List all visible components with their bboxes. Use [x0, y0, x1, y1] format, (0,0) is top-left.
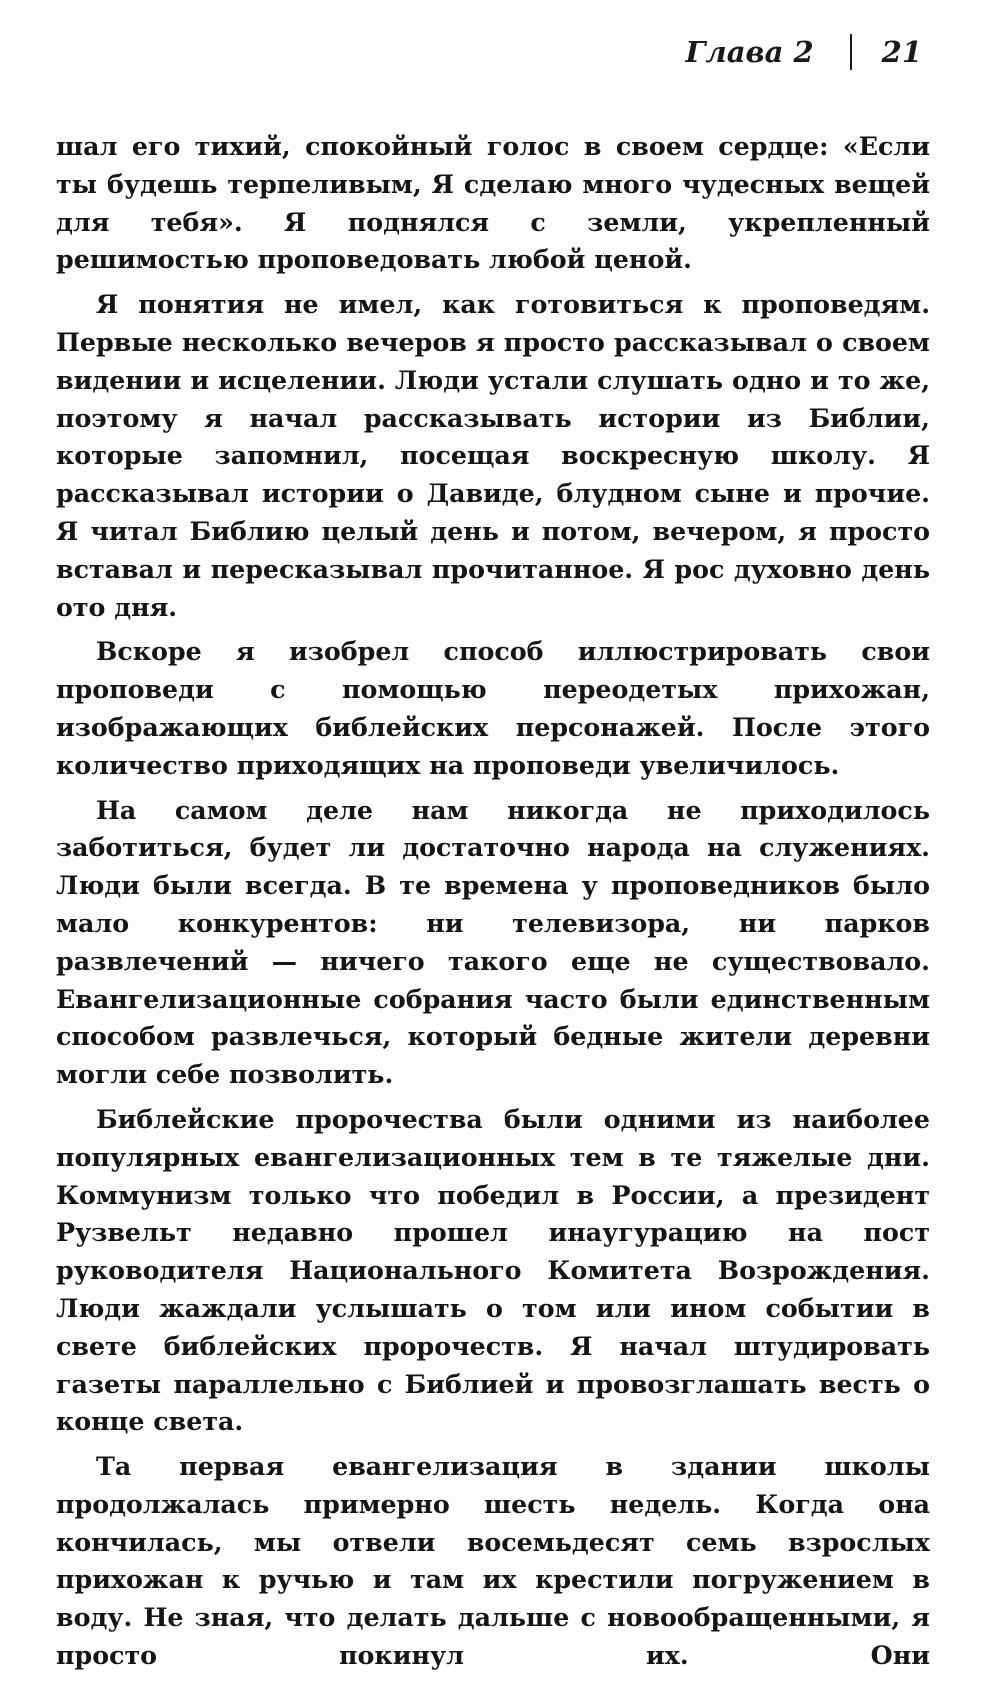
page-number: 21 [881, 35, 922, 69]
paragraph: Библейские пророчества были одними из наиболее популярных евангелизационных тем в те тяжелые дни. Коммунизм только что победил в России, а президент Рузвельт недавно прошел инаугурацию на пост руководителя Национального Комитета Возрождения. Люди жаждали услышать о том или ином событии в свете библейских пророчеств. Я начал штудировать газеты параллельно с Библией и провозглашать весть о конце света. [56, 1103, 930, 1437]
body-text [56, 128, 930, 1682]
running-head [685, 30, 922, 74]
chapter-title: Глава 2 [685, 35, 814, 69]
paragraph: Та первая евангелизация в здании школы продолжалась примерно шесть недель. Когда она кончилась, мы отвели восемьдесят семь взрослых прихожан к ручью и там их крестили погружением в воду. Не зная, что делать дальше с новообращенными, я просто покинул их. Они [56, 1451, 930, 1671]
paragraph: Я понятия не имел, как готовиться к проповедям. Первые несколько вечеров я просто рассказывал о своем видении и исцелении. Люди устали слушать одно и то же, поэтому я начал рассказывать истории из Библии, которые запомнил, посещая воскресную школу. Я рассказывал истории о Давиде, блудном сыне и прочие. Я читал Библию целый день и потом, вечером, я просто вставал и пересказывал прочитанное. Я рос духовно день ото дня. [56, 289, 930, 622]
paragraph: На самом деле нам никогда не приходилось заботиться, будет ли достаточно народа на служениях. Люди были всегда. В те времена у проповедников было мало конкурентов: ни телевизора, ни парков развлечений — ничего такого еще не существовало. Евангелизационные собрания часто были единственным способом развлечься, который бедные жители деревни могли себе позволить. [56, 794, 930, 1090]
header-divider [850, 34, 852, 70]
paragraph: шал его тихий, спокойный голос в своем сердце: «Если ты будешь терпеливым, Я сделаю много чудесных вещей для тебя». Я поднялся с земли, укрепленный решимостью проповедовать любой ценой. [56, 131, 930, 275]
paragraph: Вскоре я изобрел способ иллюстрировать свои проповеди с помощью переодетых прихожан, изображающих библейских персонажей. После этого количество приходящих на проповеди увеличилось. [56, 636, 930, 780]
